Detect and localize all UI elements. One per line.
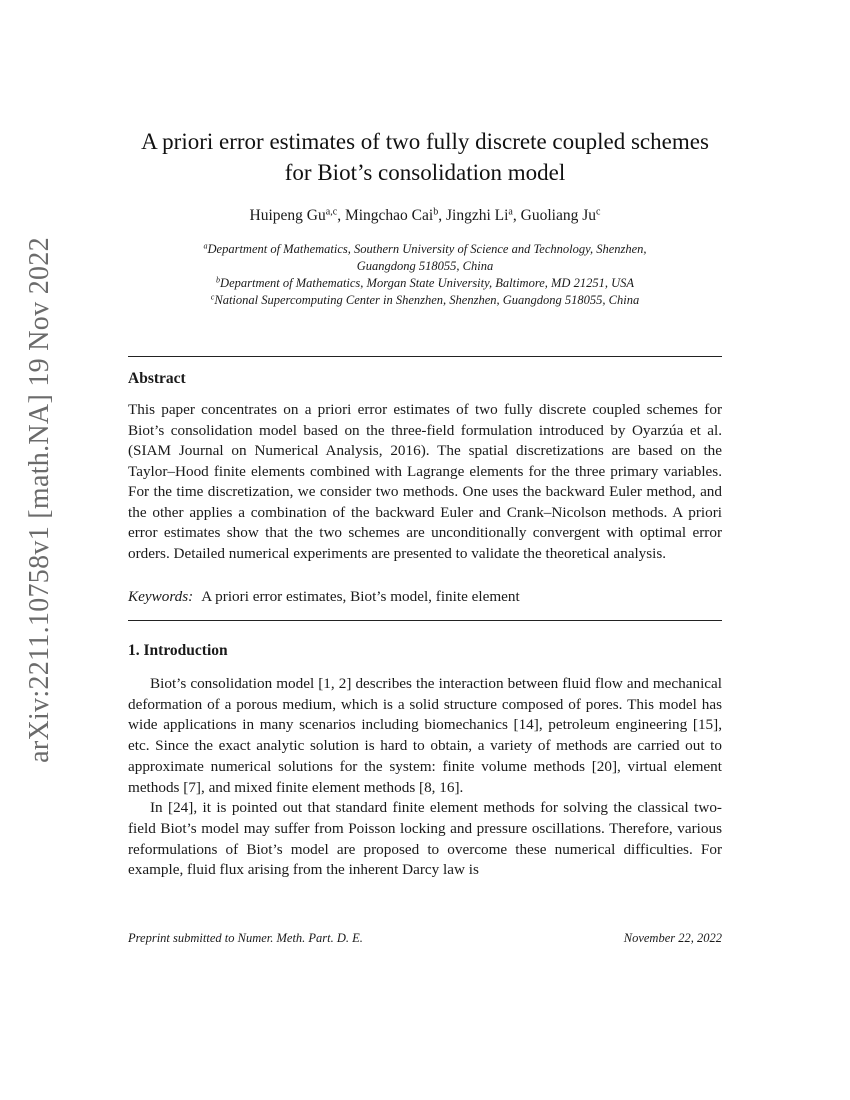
- author: Guoliang Ju$^c$: [520, 206, 601, 224]
- title-line-2: for Biot’s consolidation model: [284, 160, 566, 185]
- author: Mingchao Cai$^b$,: [344, 206, 446, 224]
- affiliation-a: $^a$Department of Mathematics, Southern University of Science and Technology, Shenzhen,: [203, 241, 647, 256]
- introduction-body: [128, 674, 722, 881]
- keywords-text: A priori error estimates, Biot’s model, finite element: [201, 588, 520, 605]
- page-footer: [128, 931, 722, 946]
- abstract-top-rule: [128, 356, 722, 357]
- author: Huipeng Gu$^{a,c}$,: [249, 206, 345, 224]
- abstract-heading: Abstract: [128, 370, 186, 387]
- introduction-paragraph: In [24], it is pointed out that standard finite element methods for solving the classical two-field Biot’s model may suffer from Poisson locking and pressure oscillations. Therefore, various reformulations of Biot’s model are proposed to overcome these numerical difficulties. For example, fluid flux arising from the inherent Darcy law is: [128, 799, 722, 879]
- author-affiliation-mark: b: [433, 206, 439, 218]
- title-line-1: A priori error estimates of two fully discrete coupled schemes: [141, 129, 709, 154]
- author-list: [128, 207, 722, 225]
- keywords: [128, 588, 722, 606]
- abstract-text: This paper concentrates on a priori error estimates of two fully discrete coupled schemes for Biot’s consolidation model based on the three-field formulation introduced by Oyarzúa et al. (SIAM Journal on Numerical Analysis, 2016). The spatial discretizations are based on the Taylor–Hood finite elements combined with Lagrange elements for the three primary variables. For the time discretization, we consider two methods. One uses the backward Euler method, and the other applies a combination of the backward Euler and Crank–Nicolson methods. A priori error estimates show that the two schemes are unconditionally convergent with optimal error orders. Detailed numerical experiments are presented to validate the theoretical analysis.: [128, 401, 722, 562]
- arxiv-identifier-text: arXiv:2211.10758v1 [math.NA] 19 Nov 2022: [24, 237, 56, 763]
- affiliations: [128, 241, 722, 309]
- abstract-bottom-rule: [128, 620, 722, 621]
- arxiv-identifier-sidebar: [20, 235, 60, 765]
- author-affiliation-mark: a,c: [325, 206, 338, 218]
- author-affiliation-mark: c: [595, 206, 601, 218]
- section-heading-introduction: 1. Introduction: [128, 642, 228, 659]
- affiliation-c: $^c$National Supercomputing Center in Shenzhen, Shenzhen, Guangdong 518055, China: [210, 292, 640, 307]
- keywords-label: Keywords:: [128, 588, 194, 605]
- author: Jingzhi Li$^a$,: [445, 206, 521, 224]
- affiliation-a-continued: Guangdong 518055, China: [356, 259, 494, 273]
- footer-date: November 22, 2022: [623, 931, 722, 945]
- footer-submission-note: Preprint submitted to Numer. Meth. Part. D. E.: [128, 931, 363, 945]
- paper-title: [128, 126, 722, 188]
- affiliation-b: $^b$Department of Mathematics, Morgan State University, Baltimore, MD 21251, USA: [215, 275, 634, 290]
- introduction-paragraph: Biot’s consolidation model [1, 2] describes the interaction between fluid flow and mechanical deformation of a porous medium, which is a solid structure composed of pores. This model has wide applications in many scenarios including biomechanics [14], petroleum engineering [15], etc. Since the exact analytic solution is hard to obtain, a variety of methods are carried out to approximate numerical solutions for the system: finite volume methods [20], virtual element methods [7], and mixed finite element methods [8, 16].: [128, 675, 722, 796]
- author-affiliation-mark: a: [508, 206, 513, 218]
